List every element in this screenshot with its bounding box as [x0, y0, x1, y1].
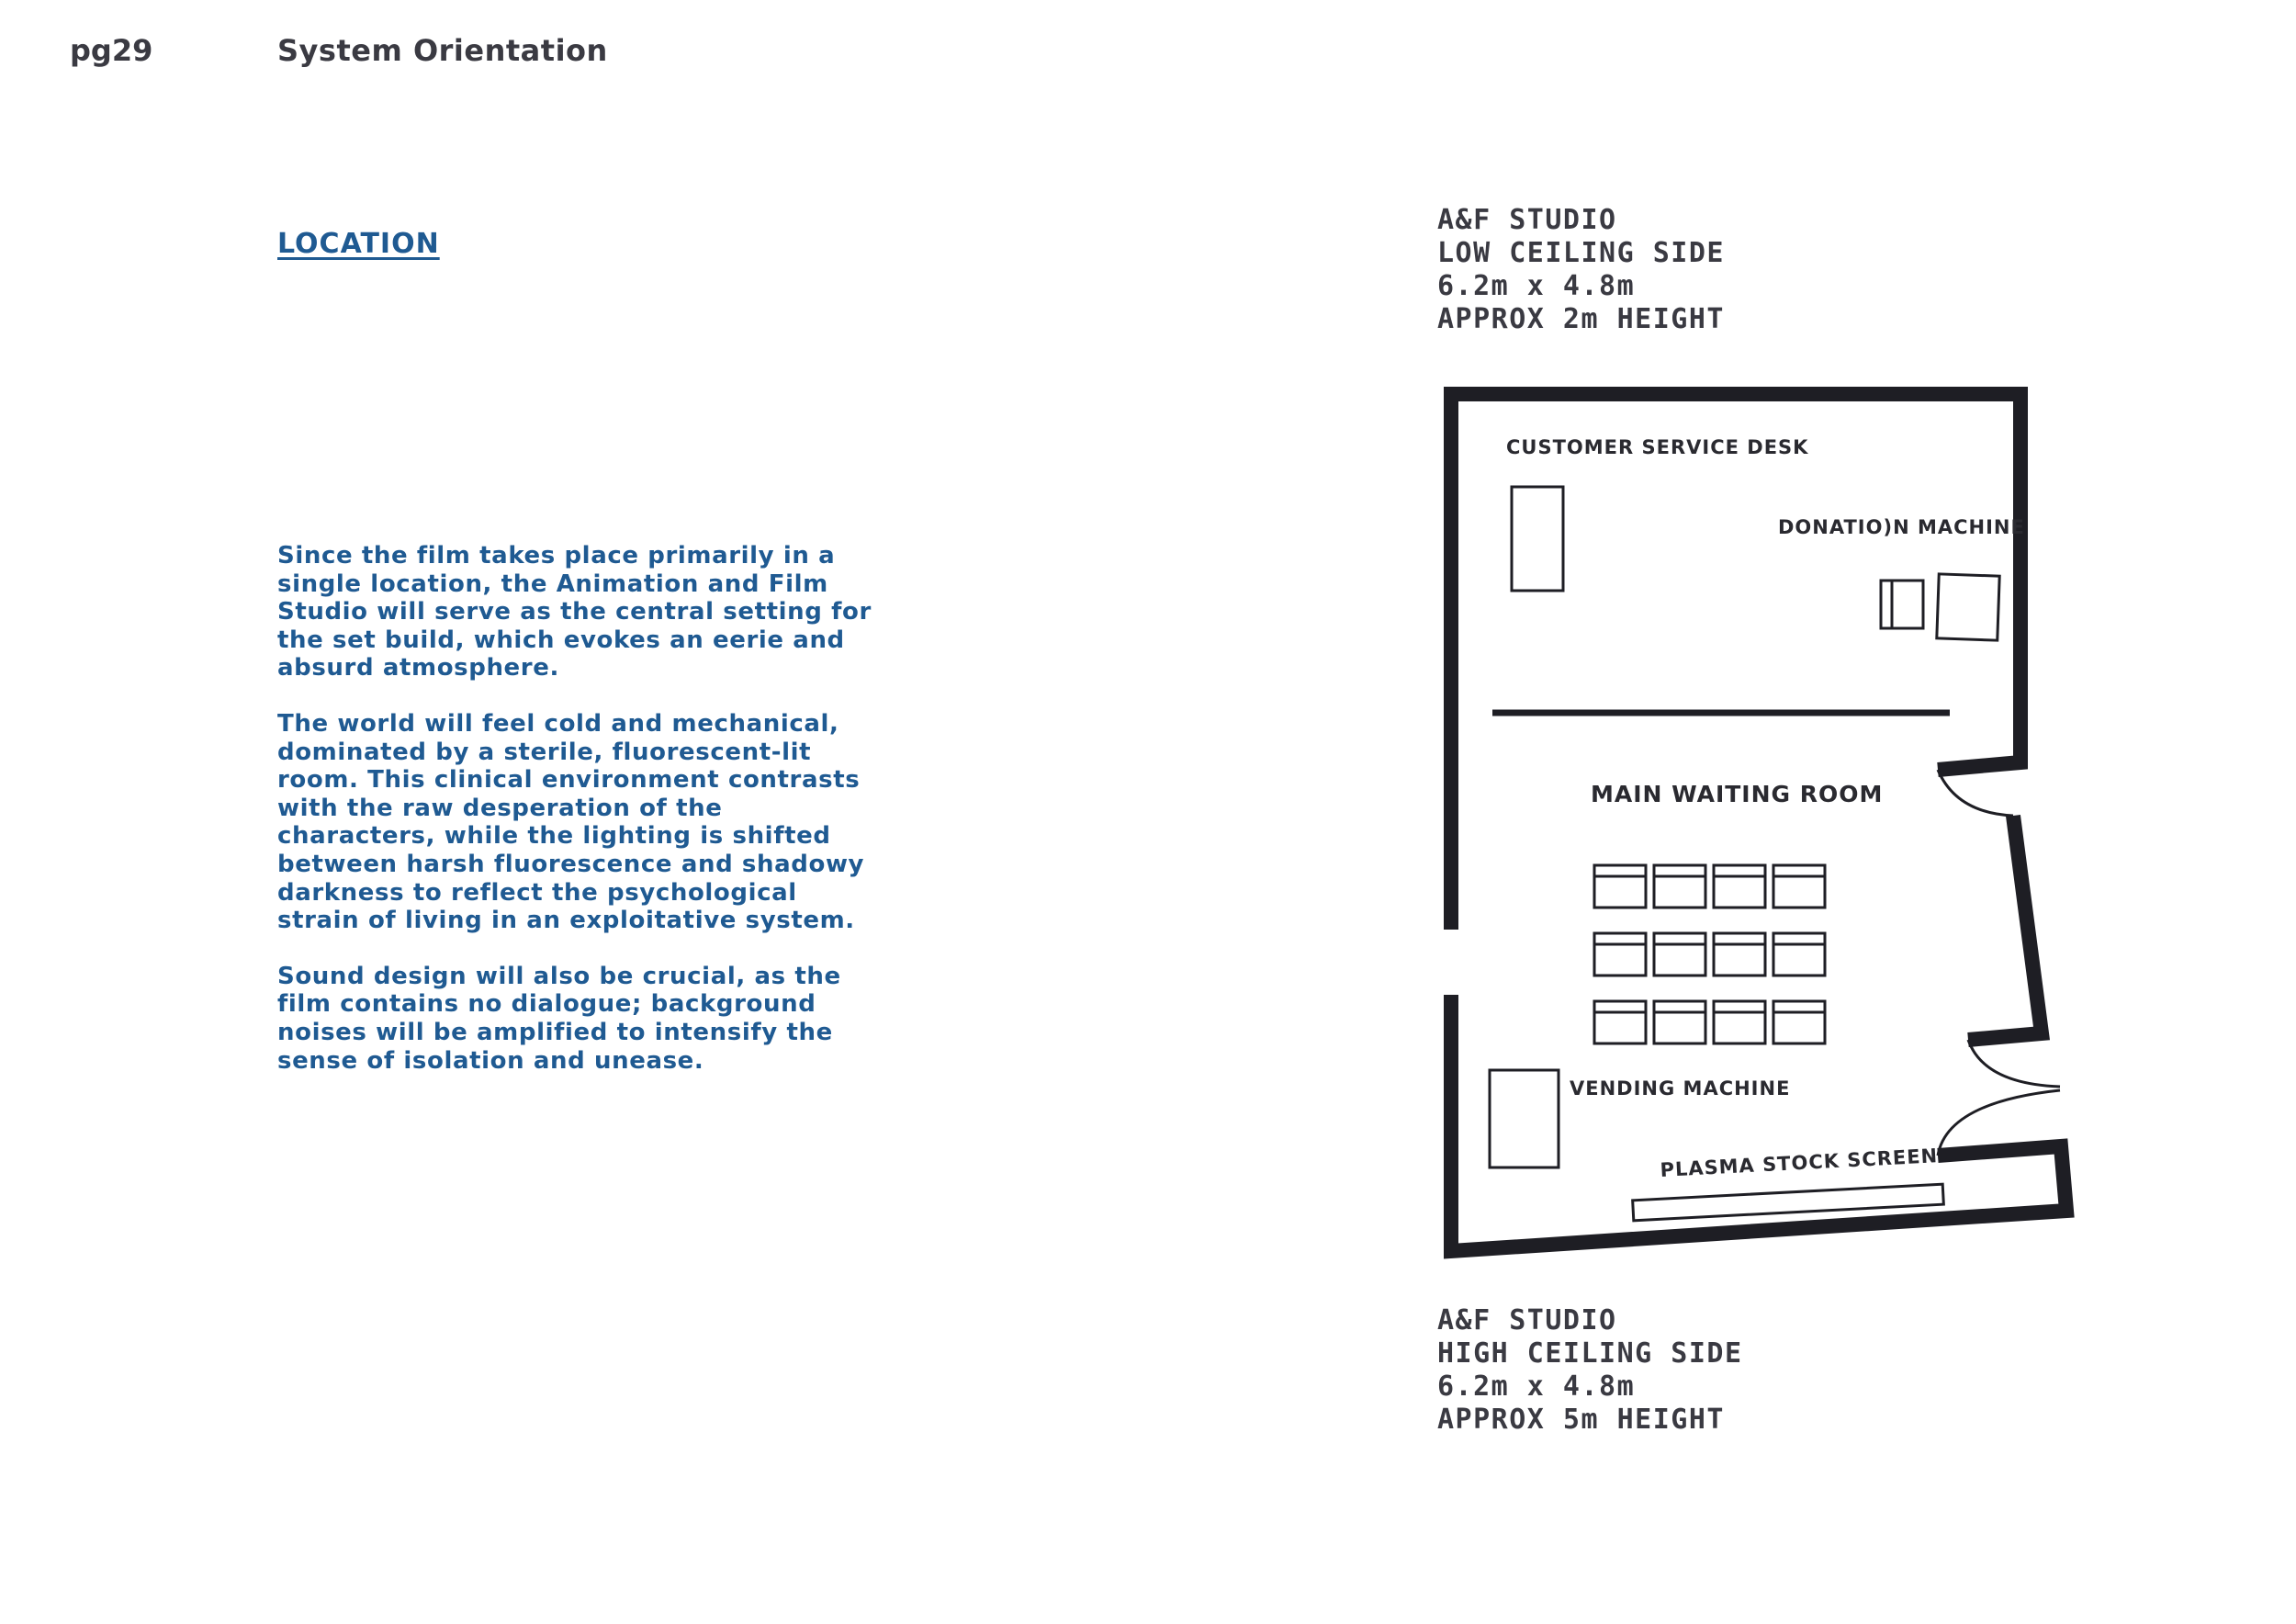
seat [1654, 933, 1705, 976]
label-line: APPROX 5m HEIGHT [1437, 1404, 1725, 1436]
donation-machine-small [1881, 581, 1923, 628]
plasma-stock-screen-label: PLASMA STOCK SCREEN [1660, 1145, 1939, 1181]
vending-machine [1490, 1070, 1559, 1167]
customer-service-desk-label: CUSTOMER SERVICE DESK [1506, 436, 1809, 458]
paragraph: Sound design will also be crucial, as the film contains no dialogue; background noises will be amplified to intensify the sense of isolation and unease. [277, 962, 841, 1075]
wall-right-mid [1968, 816, 2042, 1040]
door-arc-upper [1938, 770, 2013, 816]
paragraph: The world will feel cold and mechanical, dominated by a sterile, fluorescent-lit room. This clinical environment contrasts with the raw desperation of the characters, while the lighting is shifted between harsh fluorescence and shadowy darkness to reflect the psychological strain of living in an exploitative system. [277, 709, 865, 935]
label-line: HIGH CEILING SIDE [1437, 1337, 1743, 1370]
vending-machine-label: VENDING MACHINE [1570, 1077, 1791, 1100]
seat [1714, 865, 1765, 908]
seat [1594, 933, 1646, 976]
main-waiting-room-label: MAIN WAITING ROOM [1591, 781, 1884, 807]
customer-service-desk [1512, 487, 1563, 591]
high-ceiling-label [1437, 1304, 1743, 1437]
seat [1654, 865, 1705, 908]
seating-grid [1594, 865, 1825, 1043]
page-title: System Orientation [277, 33, 608, 68]
seat [1654, 1001, 1705, 1043]
label-line: 6.2m x 4.8m [1437, 270, 1636, 302]
donation-machine-label: DONATIO)N MACHINE [1778, 516, 2025, 538]
page-number: pg29 [70, 33, 153, 68]
seat [1773, 933, 1825, 976]
seat [1594, 865, 1646, 908]
label-line: APPROX 2m HEIGHT [1437, 303, 1725, 335]
label-line: A&F STUDIO [1437, 1304, 1617, 1336]
seat [1773, 865, 1825, 908]
label-line: A&F STUDIO [1437, 204, 1617, 236]
seat [1714, 1001, 1765, 1043]
label-line: 6.2m x 4.8m [1437, 1370, 1636, 1403]
paragraph: Since the film takes place primarily in a single location, the Animation and Film Studio will serve as the central setting for the set build, which evokes an eerie and absurd atmosphere. [277, 542, 872, 682]
wall-top-left [1451, 394, 2020, 930]
section-heading: LOCATION [277, 228, 440, 260]
label-line: LOW CEILING SIDE [1437, 237, 1725, 269]
seat [1773, 1001, 1825, 1043]
seat [1594, 1001, 1646, 1043]
donation-machine-large [1937, 574, 1999, 640]
door-arc-middle [1968, 1040, 2060, 1087]
seat [1714, 933, 1765, 976]
